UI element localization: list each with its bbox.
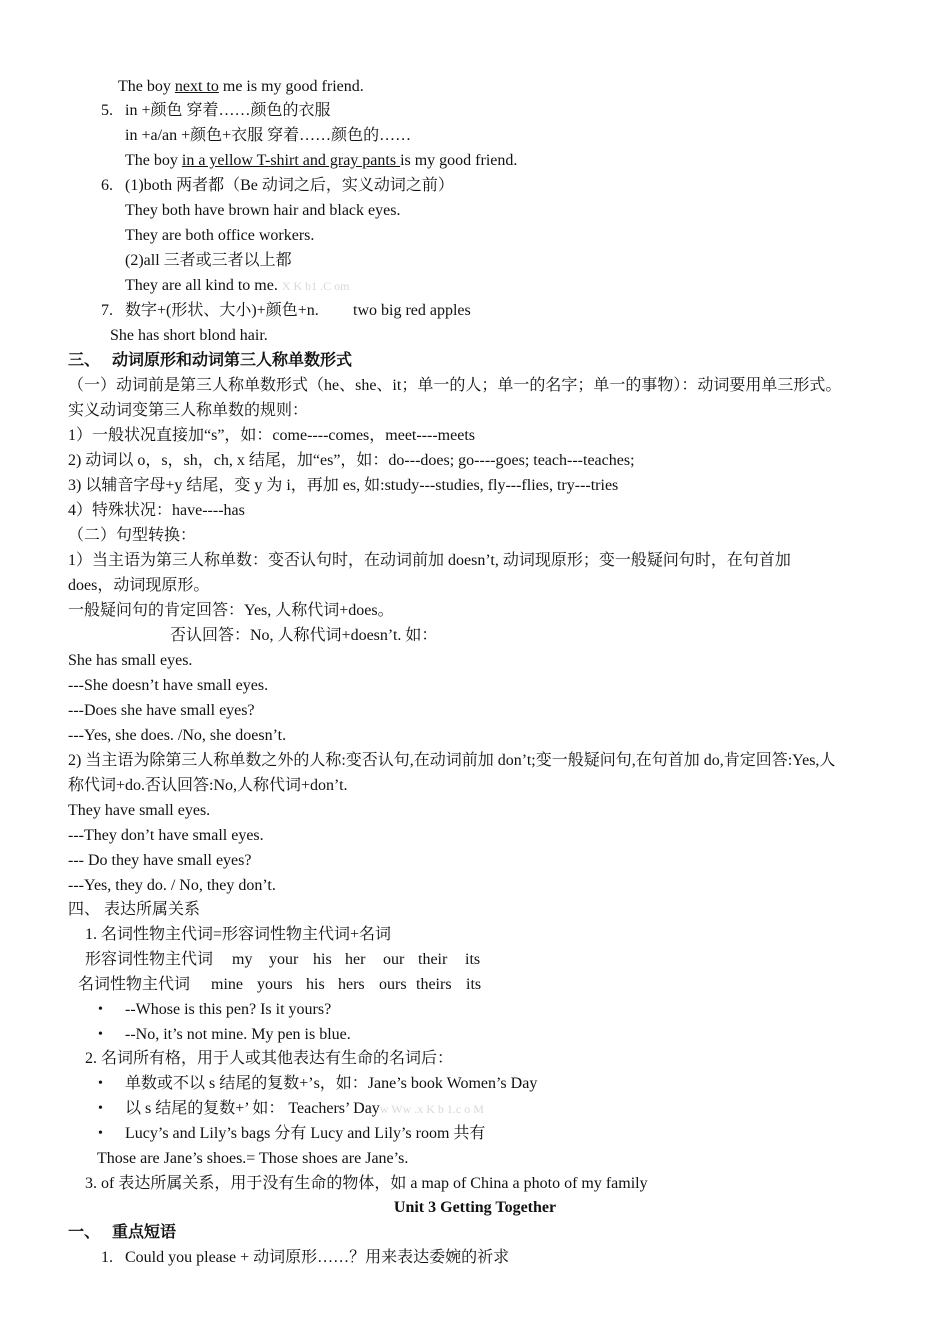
bullet-text: 单数或不以 s 结尾的复数+’s，如：Jane’s book Women’s Day [125, 1075, 538, 1092]
item-number: 7. [101, 302, 113, 319]
paragraph: 实义动词变第三人称单数的规则： [68, 402, 309, 419]
paragraph: does，动词现原形。 [68, 577, 210, 594]
section-heading: 四、 表达所属关系 [68, 901, 201, 918]
pronoun-cell: his [313, 951, 332, 968]
example-sentence: ---They don’t have small eyes. [68, 827, 264, 844]
paragraph: 2) 当主语为除第三人称单数之外的人称:变否认句,在动词前加 don’t;变一般疑问句,在句首加 do,肯定回答:Yes,人 [68, 752, 836, 769]
pronoun-cell: theirs [416, 976, 452, 993]
item-number: 1. [101, 1249, 113, 1266]
paragraph: （二）句型转换： [68, 527, 197, 544]
section-heading: 动词原形和动词第三人称单数形式 [112, 352, 353, 369]
example-sentence: Those are Jane’s shoes.= Those shoes are Jane’s. [97, 1150, 409, 1167]
bullet-icon: • [98, 1076, 103, 1091]
section-heading-number: 一、 [68, 1224, 101, 1241]
pronoun-cell: yours [257, 976, 293, 993]
watermark: w Ww .x K b 1.c o M [379, 1102, 484, 1116]
watermark: X K b1 .C om [281, 279, 350, 293]
pronoun-cell: hers [338, 976, 365, 993]
example-sentence: They are both office workers. [125, 227, 315, 244]
example-sentence: The boy in a yellow T-shirt and gray pants is my good friend. [125, 152, 518, 169]
bullet-text: 以 s 结尾的复数+’ 如： Teachers’ Dayw Ww .x K b 1.c o M [125, 1100, 484, 1117]
rule-line: Could you please + 动词原形……？用来表达委婉的祈求 [125, 1249, 510, 1266]
rule-line: 3) 以辅音字母+y 结尾，变 y 为 i，再加 es, 如:study---studies, fly---flies, try---tries [68, 477, 619, 494]
item-number: 5. [101, 102, 113, 119]
pronoun-row-label: 名词性物主代词 [78, 976, 191, 993]
bullet-icon: • [98, 1126, 103, 1141]
paragraph: 称代词+do.否认回答:No,人称代词+don’t. [68, 777, 348, 794]
rule-line: (2)all 三者或三者以上都 [125, 252, 292, 269]
paragraph: 2. 名词所有格，用于人或其他表达有生命的名词后： [85, 1050, 454, 1067]
pronoun-cell: my [232, 951, 253, 968]
example-sentence: They are all kind to me. X K b1 .C om [125, 277, 350, 294]
pronoun-cell: its [466, 976, 482, 993]
bullet-icon: • [98, 1101, 103, 1116]
example-sentence: They have small eyes. [68, 802, 211, 819]
pronoun-cell: mine [211, 976, 243, 993]
rule-line: in +a/an +颜色+衣服 穿着……颜色的…… [125, 127, 412, 144]
paragraph: 1. 名词性物主代词=形容词性物主代词+名词 [85, 926, 392, 943]
paragraph: 否认回答：No, 人称代词+doesn’t. 如： [170, 627, 438, 644]
bullet-text: --Whose is this pen? Is it yours? [125, 1001, 332, 1018]
rule-line: 2) 动词以 o，s，sh，ch, x 结尾，加“es”，如：do---does; go----goes; teach---teaches; [68, 452, 635, 469]
rule-line: 1）一般状况直接加“s”，如：come----comes，meet----meets [68, 427, 475, 444]
rule-line: 数字+(形状、大小)+颜色+n. [125, 302, 319, 319]
example-sentence: She has short blond hair. [110, 327, 268, 344]
paragraph: （一）动词前是第三人称单数形式（he、she、it；单一的人；单一的名字；单一的事物）：动词要用单三形式。 [68, 377, 842, 394]
bullet-icon: • [98, 1027, 103, 1042]
pronoun-cell: ours [379, 976, 407, 993]
item-number: 6. [101, 177, 113, 194]
example-phrase: two big red apples [353, 302, 471, 319]
example-sentence: --- Do they have small eyes? [68, 852, 252, 869]
paragraph: 1）当主语为第三人称单数：变否认句时，在动词前加 doesn’t, 动词现原形；变一般疑问句时，在句首加 [68, 552, 791, 569]
paragraph: 一般疑问句的肯定回答：Yes, 人称代词+does。 [68, 602, 394, 619]
section-heading: 重点短语 [112, 1224, 177, 1241]
example-sentence: They both have brown hair and black eyes. [125, 202, 401, 219]
example-sentence: ---Yes, they do. / No, they don’t. [68, 877, 276, 894]
example-sentence: ---She doesn’t have small eyes. [68, 677, 269, 694]
bullet-icon: • [98, 1002, 103, 1017]
rule-line: 4）特殊状况：have----has [68, 502, 245, 519]
example-sentence: She has small eyes. [68, 652, 193, 669]
bullet-text: Lucy’s and Lily’s bags 分有 Lucy and Lily’s room 共有 [125, 1125, 486, 1142]
bullet-text: --No, it’s not mine. My pen is blue. [125, 1026, 351, 1043]
rule-line: (1)both 两者都（Be 动词之后，实义动词之前） [125, 177, 454, 194]
pronoun-cell: his [306, 976, 325, 993]
pronoun-cell: our [383, 951, 405, 968]
example-sentence: ---Yes, she does. /No, she doesn’t. [68, 727, 287, 744]
paragraph: 3. of 表达所属关系，用于没有生命的物体，如 a map of China a photo of my family [85, 1175, 648, 1192]
pronoun-cell: their [418, 951, 448, 968]
section-heading-number: 三、 [68, 352, 101, 369]
pronoun-cell: its [465, 951, 481, 968]
pronoun-cell: your [269, 951, 299, 968]
example-sentence: The boy next to me is my good friend. [118, 78, 364, 95]
example-sentence: ---Does she have small eyes? [68, 702, 255, 719]
rule-line: in +颜色 穿着……颜色的衣服 [125, 102, 331, 119]
pronoun-row-label: 形容词性物主代词 [85, 951, 214, 968]
pronoun-cell: her [345, 951, 366, 968]
unit-title: Unit 3 Getting Together [393, 1199, 557, 1216]
